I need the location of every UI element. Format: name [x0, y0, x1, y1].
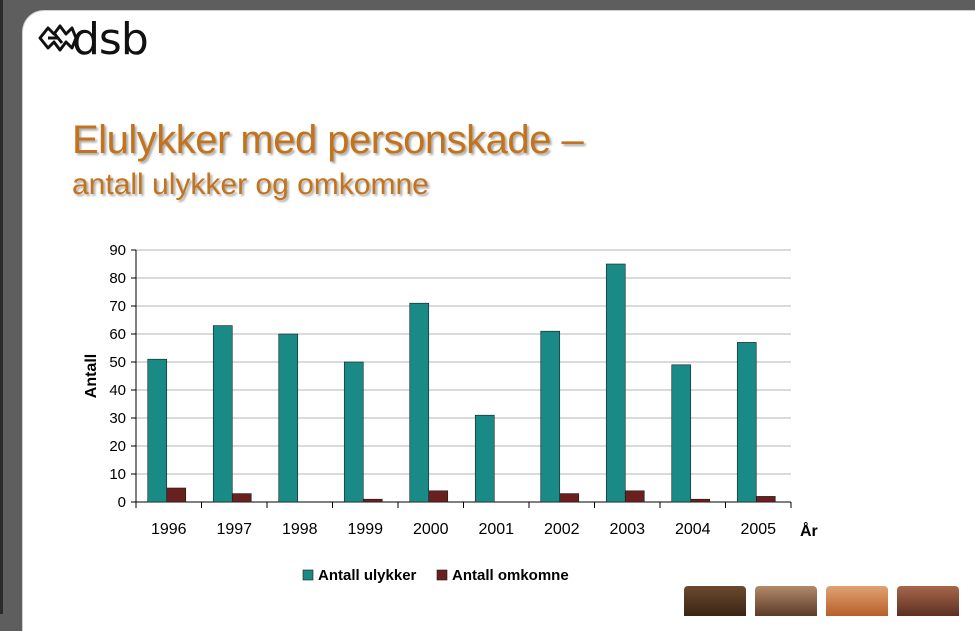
y-axis-title: Antall: [83, 353, 100, 399]
slide-title: Elulykker med personskade –: [72, 118, 584, 162]
bar-antall-omkomne: [625, 491, 644, 502]
x-tick-label: 2001: [478, 521, 515, 538]
y-tick-label: 70: [109, 298, 126, 315]
x-tick-label: 2005: [740, 521, 777, 538]
x-axis-title: År: [800, 523, 818, 540]
y-tick-label: 60: [109, 326, 126, 343]
bar-antall-omkomne: [560, 494, 579, 502]
y-tick-label: 10: [109, 466, 126, 483]
photo-thumbnail-4: [897, 586, 959, 616]
bar-antall-omkomne: [429, 491, 448, 502]
bar-antall-ulykker: [737, 342, 756, 502]
bar-antall-ulykker: [541, 331, 560, 502]
bar-antall-ulykker: [410, 303, 429, 502]
bar-antall-ulykker: [279, 334, 298, 502]
legend-swatch: [303, 570, 313, 580]
photo-thumbnail-2: [755, 586, 817, 616]
bar-antall-ulykker: [672, 365, 691, 502]
legend-label: Antall ulykker: [318, 567, 417, 584]
photo-thumbnail-3: [826, 586, 888, 616]
x-tick-label: 1998: [281, 521, 318, 538]
bar-antall-omkomne: [691, 499, 710, 502]
y-tick-label: 80: [109, 270, 126, 287]
x-tick-label: 2003: [609, 521, 646, 538]
eye-photo-thumbnail: [684, 586, 746, 616]
legend-label: Antall omkomne: [452, 567, 569, 584]
y-tick-label: 50: [109, 354, 126, 371]
x-tick-label: 1996: [150, 521, 187, 538]
bar-antall-ulykker: [148, 359, 167, 502]
legend-swatch: [437, 570, 447, 580]
y-tick-label: 90: [109, 242, 126, 259]
bar-antall-omkomne: [363, 499, 382, 502]
dsb-logo-text: dsb: [72, 14, 148, 65]
y-tick-label: 0: [117, 494, 126, 511]
bar-antall-omkomne: [232, 494, 251, 502]
y-tick-label: 40: [109, 382, 126, 399]
x-tick-label: 2002: [543, 521, 580, 538]
bar-antall-ulykker: [606, 264, 625, 502]
y-tick-label: 30: [109, 410, 126, 427]
bar-antall-ulykker: [475, 415, 494, 502]
y-tick-label: 20: [109, 438, 126, 455]
bar-antall-ulykker: [213, 326, 232, 502]
x-tick-label: 1999: [347, 521, 384, 538]
x-tick-label: 2000: [412, 521, 449, 538]
slide-subtitle: antall ulykker og omkomne: [72, 168, 429, 201]
bar-antall-omkomne: [167, 488, 186, 502]
x-tick-label: 1997: [216, 521, 253, 538]
bar-antall-ulykker: [344, 362, 363, 502]
x-tick-label: 2004: [674, 521, 711, 538]
bar-antall-omkomne: [756, 496, 775, 502]
